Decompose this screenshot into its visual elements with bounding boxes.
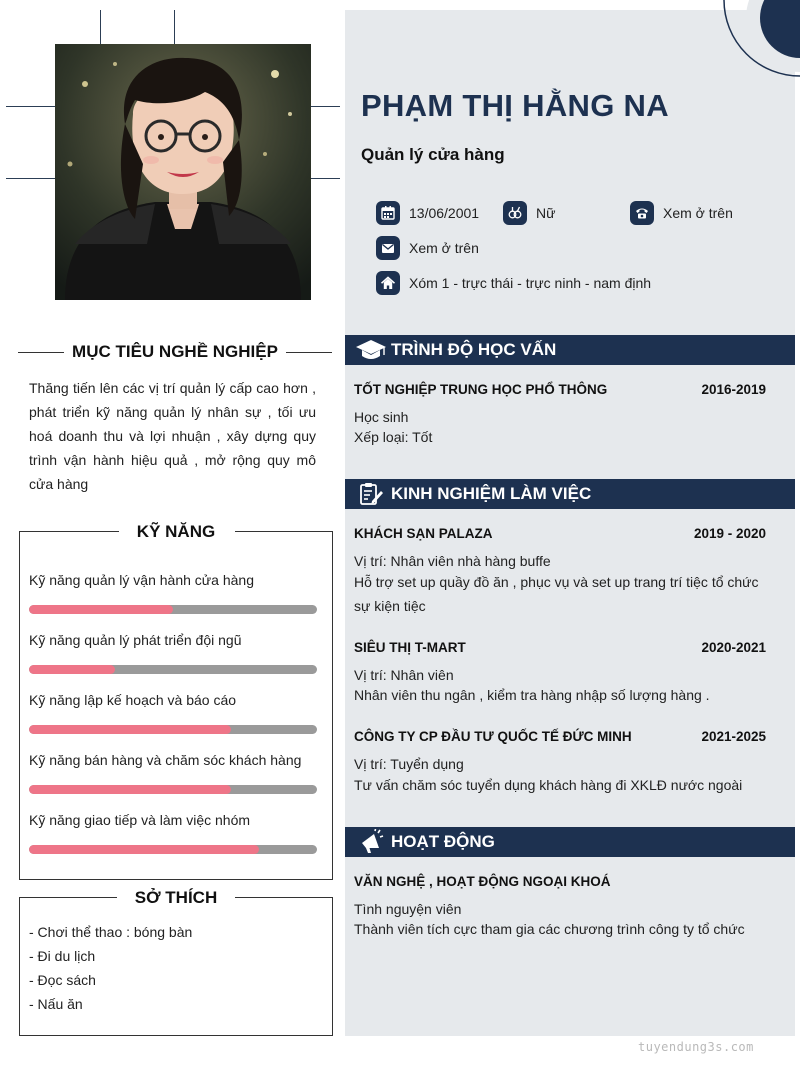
education-entry-title: TỐT NGHIỆP TRUNG HỌC PHỔ THÔNG 2016-2019 [354, 382, 766, 397]
objective-heading: MỤC TIÊU NGHỀ NGHIỆP [18, 342, 332, 362]
address-text: Xóm 1 - trực thái - trực ninh - nam định [409, 275, 652, 291]
graduation-cap-icon [353, 335, 389, 365]
hobby-item: - Đọc sách [29, 972, 96, 988]
activities-header: HOẠT ĐỘNG [345, 827, 795, 857]
skill-item [29, 690, 317, 734]
objective-text: Thăng tiến lên các vị trí quản lý cấp cao hơn , phát triển kỹ năng quản lý nhân sự , tối ưu hoá doanh thu và lợi nhuận , xây dựng quy trình vận hành hiệu quả , mở rộng quy mô cửa hàng [29, 380, 316, 492]
skill-bar-fill [29, 725, 231, 734]
gender-icon [503, 201, 527, 225]
experience-period: 2019 - 2020 [693, 526, 766, 541]
gender-text: Nữ [536, 205, 556, 221]
skill-item [29, 630, 317, 674]
phone-icon [630, 201, 654, 225]
activity-line: Tình nguyện viên [354, 901, 462, 917]
birthdate-row [376, 201, 479, 225]
corner-decoration [723, 0, 800, 78]
education-line: Xếp loại: Tốt [354, 429, 433, 445]
skill-item [29, 810, 317, 854]
megaphone-icon [353, 827, 389, 857]
skill-bar [29, 785, 317, 794]
skill-bar-fill [29, 605, 173, 614]
profile-photo [55, 44, 311, 300]
activity-entry-title: VĂN NGHỆ , HOẠT ĐỘNG NGOẠI KHOÁ [354, 874, 611, 889]
education-header: TRÌNH ĐỘ HỌC VẤN [345, 335, 795, 365]
experience-line: Vị trí: Tuyển dụng [354, 756, 464, 772]
skill-bar [29, 605, 317, 614]
clipboard-icon [353, 479, 389, 509]
skill-bar [29, 665, 317, 674]
experience-period: 2021-2025 [701, 729, 766, 744]
experience-line: Hỗ trợ set up quầy đồ ăn , phục vụ và set up trang trí tiệc tổ chức [354, 574, 759, 590]
gender-row [503, 201, 555, 225]
email-text: Xem ở trên [409, 240, 479, 256]
home-icon [376, 271, 400, 295]
experience-line: Vị trí: Nhân viên [354, 667, 454, 683]
hobbies-heading: SỞ THÍCH [19, 888, 333, 908]
experience-entry-title: KHÁCH SẠN PALAZA 2019 - 2020 [354, 526, 766, 541]
skill-name: Kỹ năng quản lý phát triển đội ngũ [29, 632, 242, 648]
hobby-item: - Nấu ăn [29, 996, 83, 1012]
education-line: Học sinh [354, 409, 409, 425]
phone-text: Xem ở trên [663, 205, 733, 221]
skill-name: Kỹ năng lập kế hoạch và báo cáo [29, 692, 237, 708]
experience-line: Tư vấn chăm sóc tuyển dụng khách hàng đi XKLĐ nước ngoài [354, 777, 743, 793]
skill-bar-fill [29, 845, 259, 854]
job-title: Quản lý cửa hàng [361, 145, 505, 164]
email-row [376, 236, 479, 260]
skill-name: Kỹ năng bán hàng và chăm sóc khách hàng [29, 752, 302, 768]
birthdate-text: 13/06/2001 [409, 205, 480, 221]
skills-heading: KỸ NĂNG [19, 522, 333, 542]
hobby-item: - Chơi thể thao : bóng bàn [29, 924, 193, 940]
experience-entry-title: CÔNG TY CP ĐẦU TƯ QUỐC TẾ ĐỨC MINH 2021-2025 [354, 729, 766, 744]
calendar-icon [376, 201, 400, 225]
skill-name: Kỹ năng quản lý vận hành cửa hàng [29, 572, 254, 588]
education-period: 2016-2019 [701, 382, 766, 397]
activity-line: Thành viên tích cực tham gia các chương trình công ty tổ chức [354, 921, 745, 937]
email-icon [376, 236, 400, 260]
phone-row [630, 201, 733, 225]
experience-line: sự kiện tiệc [354, 598, 426, 614]
skill-item [29, 750, 317, 794]
experience-line: Nhân viên thu ngân , kiểm tra hàng nhập số lượng hàng . [354, 687, 710, 703]
skill-bar [29, 725, 317, 734]
experience-entry-title: SIÊU THỊ T-MART 2020-2021 [354, 640, 766, 655]
address-row [376, 271, 651, 295]
experience-period: 2020-2021 [701, 640, 766, 655]
experience-header: KINH NGHIỆM LÀM VIỆC [345, 479, 795, 509]
candidate-name: PHẠM THỊ HẰNG NA [361, 88, 669, 123]
watermark: tuyendung3s.com [638, 1040, 754, 1054]
skill-bar [29, 845, 317, 854]
skill-item [29, 570, 317, 614]
experience-line: Vị trí: Nhân viên nhà hàng buffe [354, 553, 551, 569]
skill-bar-fill [29, 665, 115, 674]
skill-bar-fill [29, 785, 231, 794]
hobby-item: - Đi du lịch [29, 948, 96, 964]
skill-name: Kỹ năng giao tiếp và làm việc nhóm [29, 812, 251, 828]
